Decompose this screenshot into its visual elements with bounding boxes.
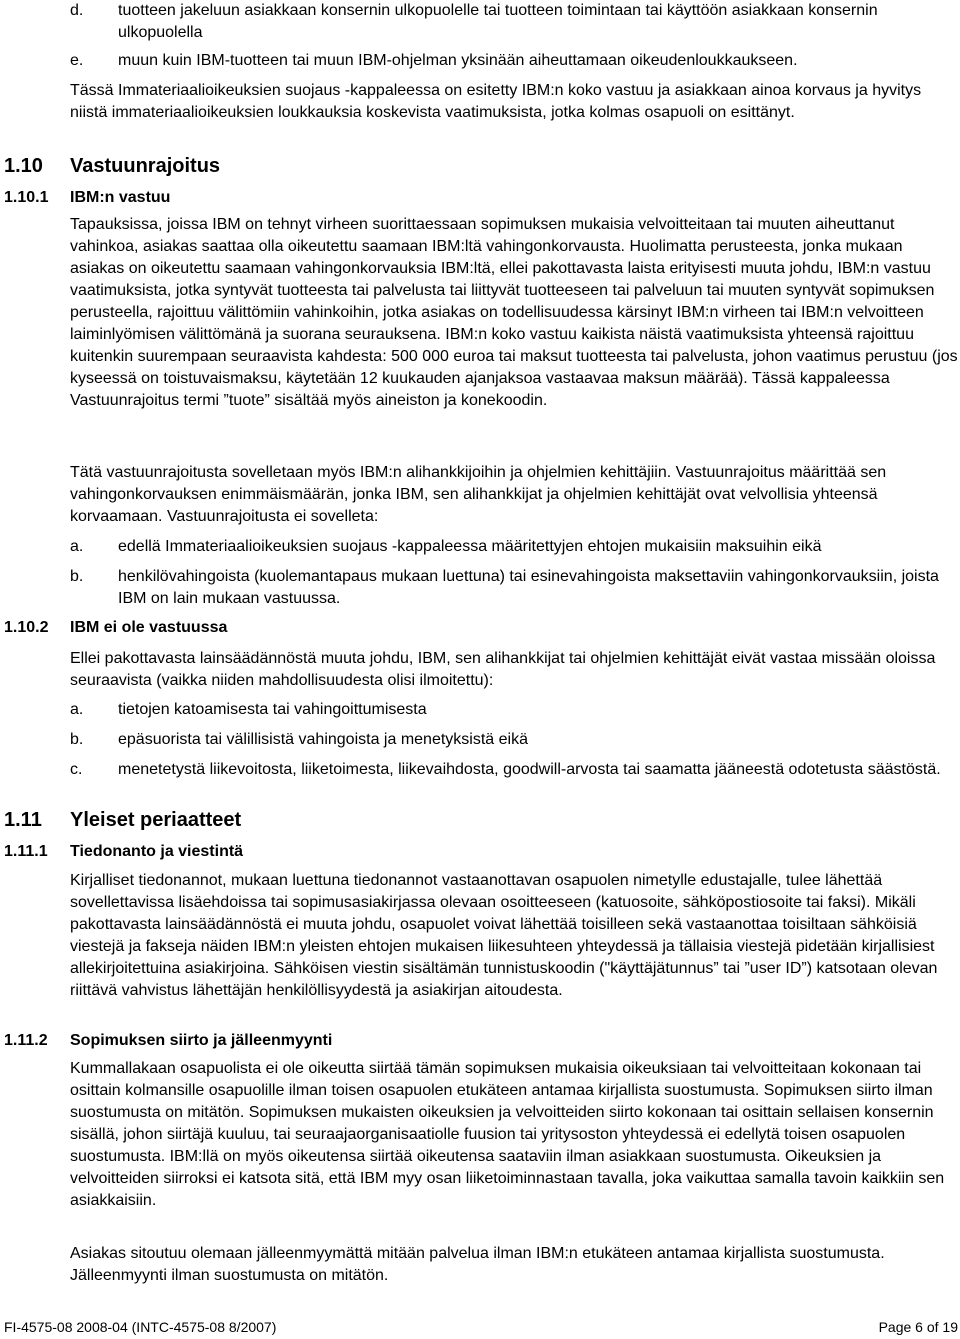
section-title: Tiedonanto ja viestintä (70, 843, 244, 860)
list-text: menetetystä liikevoitosta, liiketoimesta, liikevaihdosta, goodwill-arvosta tai saamatta jääneestä odotetusta säästöstä. (118, 761, 941, 778)
list-text: tuotteen jakeluun asiakkaan konsernin ulkopuolelle tai tuotteen toimintaan tai käyttöön asiakkaan konsernin ulkopuolella (118, 2, 878, 41)
paragraph-resale: Asiakas sitoutuu olemaan jälleenmyymättä mitään palvelua ilman IBM:n etukäteen antamaa kirjallista suostumusta. Jälleenmyynti ilman suostumusta on mitätön. (70, 1245, 885, 1284)
list-item-e (70, 50, 960, 72)
section-title: Sopimuksen siirto ja jälleenmyynti (70, 1032, 333, 1049)
footer-page-number: Page 6 of 19 (878, 1319, 958, 1335)
section-title: Vastuunrajoitus (70, 155, 221, 177)
list-text: muun kuin IBM-tuotteen tai muun IBM-ohjelman yksinään aiheuttamaan oikeudenloukkaukseen. (118, 52, 798, 69)
paragraph-notices: Kirjalliset tiedonannot, mukaan luettuna tiedonannot vastaanottavan osapuolen nimetylle edustajalle, tulee lähettää sovellettavissa lisäehdoissa tai sopimusasiakirjassa olevaan osoitteeseen (katuosoite, sähköpostiosoite tai faksi). Mikäli pakottavasta lainsäädännöstä ei muuta johdu, osapuolet voivat lähettää toisilleen sekä vastaanottaa toisiltaan sähköisiä viestejä ja fakseja näiden IBM:n yleisten ehtojen mukaisen liikesuhteen yhteydessä ja tällaisia viestejä pidetään kirjallisiest allekirjoitettuina asiakirjoina. Sähköisen viestin sisältämän tunnistuskoodin ("käyttäjätunnus” tai ”user ID”) katsotaan olevan riittävä vahvistus lähettäjän henkilöllisyydestä ja asiakirjan aitoudesta. (70, 872, 938, 999)
footer-document-id: FI-4575-08 2008-04 (INTC-4575-08 8/2007) (4, 1319, 277, 1335)
list-marker: a. (70, 538, 84, 555)
list-item-a (70, 536, 960, 558)
section-title: IBM:n vastuu (70, 189, 171, 206)
list-text: tietojen katoamisesta tai vahingoittumisesta (118, 701, 427, 718)
list-text: edellä Immateriaalioikeuksien suojaus -kappaleessa määritettyjen ehtojen mukaisiin maksuihin eikä (118, 538, 822, 555)
section-number: 1.11 (4, 809, 42, 831)
paragraph-ip-protection-scope: Tässä Immateriaalioikeuksien suojaus -kappaleessa on esitetty IBM:n koko vastuu ja asiakkaan ainoa korvaus ja hyvitys niistä immateriaalioikeuksien loukkauksia koskevista vaatimuksista, jotka kolmas osapuoli on esittänyt. (70, 82, 922, 121)
list-marker: d. (70, 2, 84, 19)
paragraph-ibm-liability: Tapauksissa, joissa IBM on tehnyt virheen suorittaessaan sopimuksen mukaisia velvoitteitaan tai muuten aiheuttanut vahinkoa, asiakas saattaa olla oikeutettu saamaan IBM:ltä vahingonkorvausta. Huolimatta perusteesta, jonka mukaan asiakas on oikeutettu saamaan vahingonkorvauksia IBM:ltä, ellei pakottavasta laista erityisesti muuta johdu, IBM:n vastuu vaatimuksista, jotka syntyvät tuotteesta tai palvelusta tai liittyvät tuotteeseen tai palveluun tai muuten syntyvät sopimuksen perusteella, rajoittuu välittömiin vahinkoihin, jotka asiakas on todellisuudessa kärsinyt IBM:n virheen tai IBM:n velvoitteen laiminlyömisen välittömänä ja suorana seurauksena. IBM:n koko vastuu kaikista näistä vaatimuksista yhteensä rajoittuu kuitenkin suurempaan seuraavista kahdesta: 500 000 euroa tai maksut tuotteesta tai palvelusta, johon vaatimus perustuu (jos kyseessä on toistuvaismaksu, käytetään 12 kuukauden ajanjaksoa vastaavaa maksun määrää). Tässä kappaleessa Vastuunrajoitus termi ”tuote” sisältää myös aineiston ja konekoodin. (70, 216, 958, 409)
list-text: epäsuorista tai välillisistä vahingoista ja menetyksistä eikä (118, 731, 528, 748)
paragraph-ibm-not-liable: Ellei pakottavasta lainsäädännöstä muuta johdu, IBM, sen alihankkijat tai ohjelmien kehittäjät eivät vastaa missään oloissa seuraavista (vaikka niiden mahdollisuudesta olisi ilmoitettu): (70, 650, 936, 689)
list-marker: b. (70, 568, 84, 585)
section-number: 1.10.2 (4, 619, 49, 636)
section-title: Yleiset periaatteet (70, 809, 242, 831)
list-marker: c. (70, 761, 83, 778)
section-number: 1.11.2 (4, 1032, 48, 1049)
list-item-d (70, 0, 960, 44)
section-number: 1.11.1 (4, 843, 48, 860)
list-item-b (70, 566, 960, 610)
section-number: 1.10 (4, 155, 43, 177)
list-item-c (70, 759, 960, 781)
paragraph-subcontractors-limit: Tätä vastuunrajoitusta sovelletaan myös IBM:n alihankkijoihin ja ohjelmien kehittäjiin. Vastuunrajoitus määrittää sen vahingonkorvauksen enimmäismäärän, jonka IBM, sen alihankkijat ja ohjelmien kehittäjät ovat velvollisia yhteensä korvaamaan. Vastuunrajoitusta ei sovelleta: (70, 464, 887, 525)
section-title: IBM ei ole vastuussa (70, 619, 228, 636)
list-marker: b. (70, 731, 84, 748)
list-marker: e. (70, 52, 84, 69)
section-number: 1.10.1 (4, 189, 49, 206)
list-item-a (70, 699, 960, 721)
paragraph-assignment: Kummallakaan osapuolista ei ole oikeutta siirtää tämän sopimuksen mukaisia oikeuksiaan tai velvoitteitaan kokonaan tai osittain kolmansille osapuolille ilman toisen osapuolen etukäteen antamaa kirjallista suostumusta. Sopimuksen siirto ilman suostumusta on mitätön. Sopimuksen mukaisten oikeuksien ja velvoitteiden siirto kokonaan tai osittain sellaisen konsernin sisällä, johon siirtäjä kuuluu, tai seuraajaorganisaatiolle fuusion tai yritysoston yhteydessä ei edellytä toisen osapuolen suostumusta. IBM:llä on myös oikeutensa siirtää oikeutensa saataviin ilman asiakkaan suostumusta. Oikeuksien ja velvoitteiden siirroksi ei katsota sitä, että IBM myy osan liiketoiminnastaan tavalla, joka vaikuttaa samalla tavoin kaikkiin sen asiakkaisiin. (70, 1060, 945, 1209)
list-item-b (70, 729, 960, 751)
list-text: henkilövahingoista (kuolemantapaus mukaan luettuna) tai esinevahingoista maksettaviin vahingonkorvauksiin, joista IBM on lain mukaan vastuussa. (118, 568, 939, 607)
list-marker: a. (70, 701, 84, 718)
